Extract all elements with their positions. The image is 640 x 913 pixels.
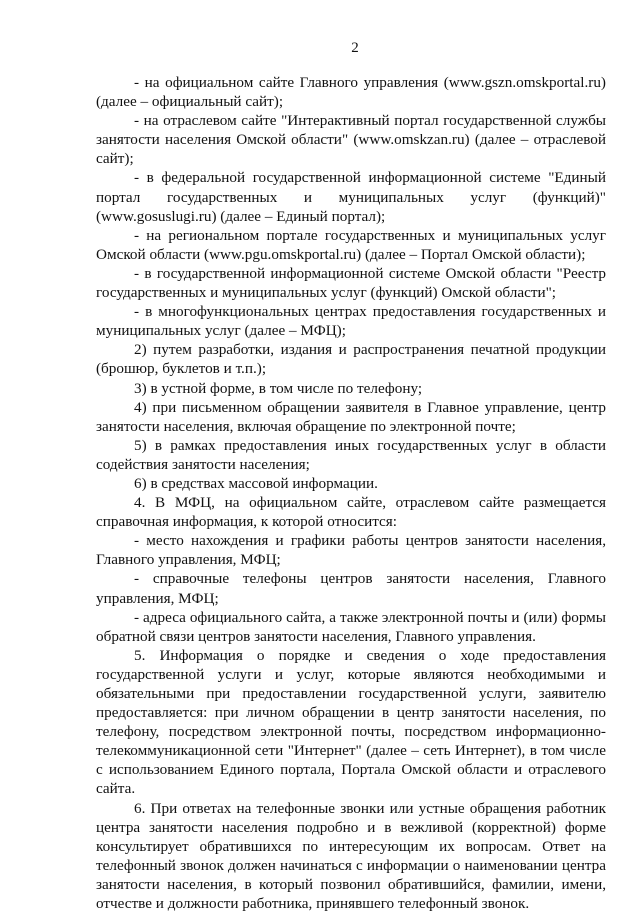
- paragraph: 6. При ответах на телефонные звонки или устные обращения работник центра занятости населения подробно и в вежливой (корректной) форме консультирует обратившихся по интересующим их вопросам. Ответ на телефонный звонок должен начинаться с информации о наименовании центра занятости населения, в который позвонил обратившийся, фамилии, имени, отчестве и должности работника, принявшего телефонный звонок.: [96, 799, 606, 913]
- paragraph: 2) путем разработки, издания и распространения печатной продукции (брошюр, буклетов и т.п.);: [96, 341, 606, 378]
- paragraph: 5) в рамках предоставления иных государственных услуг в области содействия занятости населения;: [96, 436, 606, 473]
- paragraph: - место нахождения и графики работы центров занятости населения, Главного управления, МФЦ;: [96, 532, 606, 569]
- paragraph: 6) в средствах массовой информации.: [134, 474, 378, 492]
- paragraph: 4) при письменном обращении заявителя в Главное управление, центр занятости населения, включая обращение по электронной почте;: [96, 398, 606, 435]
- paragraph: - в государственной информационной системе Омской области "Реестр государственных и муниципальных услуг (функций) Омской области";: [96, 264, 606, 302]
- document-body: [96, 73, 606, 913]
- paragraph: - в федеральной государственной информационной системе "Единый портал государственных и муниципальных услуг (функций)" (www.gosuslugi.ru) (далее – Единый портал);: [96, 169, 606, 225]
- paragraph: - адреса официального сайта, а также электронной почты и (или) формы обратной связи центров занятости населения, Главного управления.: [96, 608, 606, 645]
- page-number: 2: [351, 40, 359, 56]
- paragraph: 3) в устной форме, в том числе по телефону;: [134, 379, 423, 397]
- paragraph: - на региональном портале государственных и муниципальных услуг Омской области (www.pgu.omskportal.ru) (далее – Портал Омской области);: [96, 226, 606, 263]
- paragraph: - справочные телефоны центров занятости населения, Главного управления, МФЦ;: [96, 570, 606, 607]
- paragraph: - в многофункциональных центрах предоставления государственных и муниципальных услуг (далее – МФЦ);: [96, 303, 606, 340]
- paragraph: 4. В МФЦ, на официальном сайте, отраслевом сайте размещается справочная информация, к которой относится:: [96, 494, 606, 531]
- paragraph: 5. Информация о порядке и сведения о ходе предоставления государственной услуги и услуг, которые являются необходимыми и обязательными при предоставлении государственной услуги, заявителю предоставляется: при личном обращении в центр занятости населения, по телефону, посредством электронной почты, посредством информационно-телекоммуникационной сети "Интернет" (далее – сеть Интернет), в том числе с использованием Единого портала, Портала Омской области и отраслевого сайта.: [96, 646, 606, 798]
- paragraph: - на официальном сайте Главного управления (www.gszn.omskportal.ru) (далее – официальный сайт);: [96, 74, 606, 111]
- paragraph: - на отраслевом сайте "Интерактивный портал государственной службы занятости населения Омской области" (www.omskzan.ru) (далее – отраслевой сайт);: [96, 112, 606, 168]
